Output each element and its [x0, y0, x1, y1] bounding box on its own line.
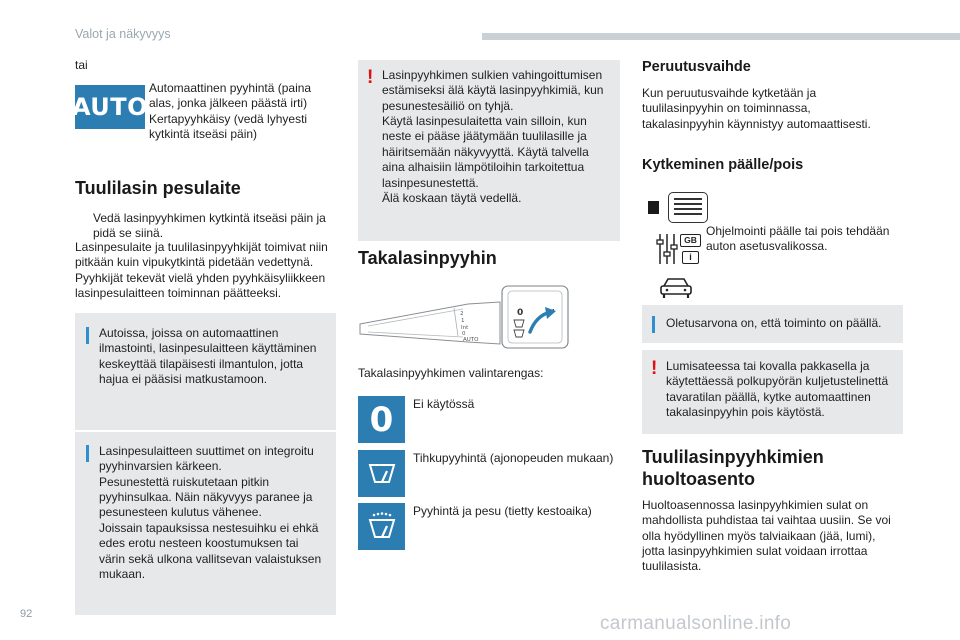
- rear-wiper-wash-icon: [365, 511, 399, 543]
- auto-desc-line: alas, jonka jälkeen päästä irti): [149, 96, 308, 111]
- info-badge: i: [682, 251, 699, 264]
- header-bar: [482, 33, 960, 40]
- menu-button-icon: [648, 192, 708, 224]
- washer-text-line: Pyyhkijät tekevät vielä yhden pyyhkäisyliikkeen: [75, 270, 326, 285]
- rear-wiper-selector-ring[interactable]: [502, 286, 568, 348]
- warning-box-washer: [358, 60, 620, 241]
- washer-text-line: Lasinpesulaite ja tuulilasinpyyhkijät toimivat niin: [75, 240, 328, 254]
- auto-desc-line: Automaattinen pyyhintä (paina: [149, 81, 312, 95]
- info-line: ilmastointi, lasinpesulaitteen käyttäminen: [99, 341, 317, 356]
- warning-line: aina alhaisiin lämpötiloihin tarkoitettua: [382, 160, 585, 175]
- service-text-line: mahdollista puhdistaa tai vaihtaa uusiin. Se voi: [642, 513, 891, 528]
- stalk-label: 0: [462, 331, 466, 337]
- warning-line: estämiseksi älä käytä lasinpyyhkimiä, kun: [382, 83, 604, 98]
- option-off-label: Ei käytössä: [413, 397, 475, 411]
- info-line: pyyhinvarsien kärkeen.: [99, 459, 222, 474]
- service-position-title: [642, 447, 824, 490]
- info-icon: [86, 327, 89, 344]
- toggle-title: Kytkeminen päälle/pois: [642, 157, 804, 173]
- reverse-gear-text: [642, 86, 871, 132]
- tai-text: tai: [75, 58, 88, 72]
- auto-desc-line: Kertapyyhkäisy (vedä lyhyesti: [149, 111, 308, 126]
- toggle-text: [706, 224, 889, 255]
- service-title-line: Tuulilasinpyyhkimien: [642, 447, 824, 467]
- info-line: hajua ei pääsisi matkustamoon.: [99, 372, 268, 387]
- warning-line: häiritsemään näkyvyyttä. Käytä talvella: [382, 144, 589, 159]
- service-text-line: Huoltoasennossa lasinpyyhkimien sulat on: [642, 498, 869, 512]
- info-line: keskeyttää tilapäisesti ilmantulon, jotta: [99, 356, 304, 371]
- info-line: Joissain tapauksissa nestesuihku ei ehkä: [99, 520, 319, 535]
- service-text-line: olla hyödyllinen myös talviaikaan (jää, lumi),: [642, 528, 876, 543]
- info-line: pesunesteen kulutus vähenee.: [99, 505, 262, 520]
- info-line: Pesunestettä ruiskutetaan pitkin: [99, 474, 270, 489]
- info-line: Lasinpesulaitteen suuttimet on integroitu: [99, 444, 314, 458]
- warning-line: lasinpesunestettä.: [382, 175, 479, 190]
- warning-line: pesunestesäiliö on tyhjä.: [382, 98, 514, 113]
- stalk-label: Int: [461, 325, 469, 331]
- option-off-icon: [358, 396, 405, 443]
- section-header: Valot ja näkyvyys: [75, 27, 171, 41]
- language-badge: GB: [680, 234, 701, 247]
- rear-wiper-title: Takalasinpyyhin: [358, 248, 497, 268]
- warning-line: Älä koskaan täytä vedellä.: [382, 190, 522, 205]
- info-line: pyyhinsulkaa. Näin näkyvyys paranee ja: [99, 490, 313, 505]
- washer-bullet-line: pidä se siinä.: [93, 226, 164, 241]
- car-icon: [658, 276, 694, 300]
- stalk-body: [360, 302, 500, 344]
- warning-line: takalasinpyyhin pois käytöstä.: [666, 405, 825, 420]
- service-title-line: huoltoasento: [642, 468, 755, 489]
- washer-title: Tuulilasin pesulaite: [75, 178, 241, 198]
- service-text-line: tuulilasista.: [642, 559, 702, 574]
- info-box-nozzles: [75, 432, 336, 615]
- washer-text: [75, 240, 328, 301]
- stalk-label: 2: [460, 311, 464, 317]
- page-number: 92: [20, 608, 33, 620]
- washer-text-line: pitkään kuin vipukytkintä pidetään vedettynä.: [75, 255, 314, 270]
- wiper-stalk-illustration: [358, 282, 573, 362]
- option-intermittent-icon: [358, 450, 405, 497]
- washer-bullet-line: Vedä lasinpyyhkimen kytkintä itseäsi päin ja: [93, 211, 326, 225]
- warning-line: neste ei pääse jäätymään tuulilasille ja: [382, 129, 587, 144]
- auto-wipe-icon: AUTO: [75, 85, 145, 129]
- warning-line: Lasinpyyhkimen sulkien vahingoittumisen: [382, 68, 603, 82]
- option-wipe-wash-label: Pyyhintä ja pesu (tietty kestoaika): [413, 504, 592, 518]
- warning-line: Lumisateessa tai kovalla pakkasella ja: [666, 359, 870, 373]
- toggle-text-line: Ohjelmointi päälle tai pois tehdään: [706, 224, 890, 238]
- service-text-line: jotta lasinpyyhkimien sulat voidaan irrottaa: [642, 544, 868, 559]
- warning-line: tavaratilan päällä, kytke automaattinen: [666, 389, 871, 404]
- info-icon: [652, 316, 655, 333]
- auto-desc-line: kytkintä itseäsi päin): [149, 127, 258, 142]
- warning-box-snow: [642, 350, 903, 434]
- watermark: carmanualsonline.info: [600, 613, 792, 634]
- sliders-icon: [656, 232, 678, 266]
- reverse-text-line: Kun peruutusvaihde kytketään ja: [642, 86, 817, 100]
- info-box-default: [642, 305, 903, 343]
- stalk-label: 1: [461, 318, 465, 324]
- option-intermittent-label: Tihkupyyhintä (ajonopeuden mukaan): [413, 451, 614, 465]
- info-line: värin sekä ulkona vallitsevan valaistuksen: [99, 551, 322, 566]
- ring-off-label: 0: [517, 308, 524, 318]
- reverse-text-line: takalasinpyyhin käynnistyy automaattisesti.: [642, 116, 871, 131]
- warning-icon: !: [651, 358, 658, 379]
- service-position-text: [642, 498, 891, 575]
- reverse-text-line: tuulilasinpyyhin on toiminnassa,: [642, 101, 811, 116]
- reverse-gear-title: Peruutusvaihde: [642, 59, 751, 75]
- settings-sliders-icon: [656, 232, 702, 268]
- option-off-glyph: 0: [369, 399, 394, 440]
- info-line: edes erotu nesteen koostumuksen tai: [99, 536, 299, 551]
- washer-bullet: [75, 211, 345, 242]
- option-wipe-wash-icon: [358, 503, 405, 550]
- auto-description: [149, 81, 311, 142]
- info-icon: [86, 445, 89, 462]
- stalk-label: AUTO: [463, 337, 479, 343]
- washer-text-line: lasinpesulaitteen toiminnan päätteeksi.: [75, 286, 282, 301]
- info-box-ventilation: [75, 313, 336, 430]
- warning-line: käytettäessä polkupyörän kuljetustelinettä: [666, 374, 889, 389]
- rear-wiper-icon: [366, 460, 398, 488]
- warning-icon: !: [367, 67, 374, 88]
- selector-caption: Takalasinpyyhkimen valintarengas:: [358, 366, 544, 380]
- info-line: mukaan.: [99, 566, 146, 581]
- default-info-text: Oletusarvona on, että toiminto on päällä.: [666, 316, 882, 330]
- warning-line: Käytä lasinpesulaitetta vain silloin, kun: [382, 114, 587, 129]
- info-line: Autoissa, joissa on automaattinen: [99, 326, 279, 340]
- toggle-text-line: auton asetusvalikossa.: [706, 239, 828, 254]
